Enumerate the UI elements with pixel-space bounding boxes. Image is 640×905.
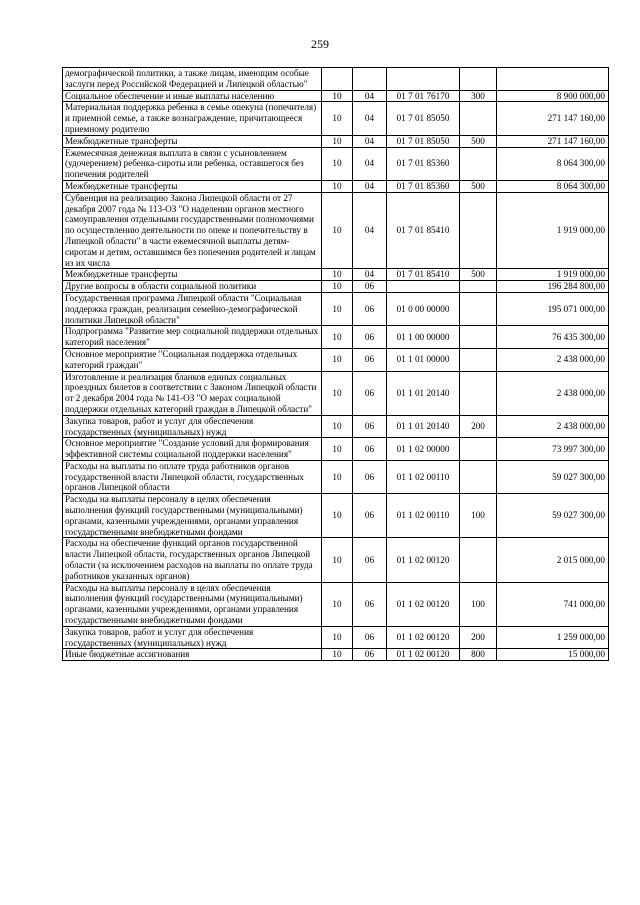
subsection-cell: 06 bbox=[353, 438, 387, 461]
subsection-cell: 06 bbox=[353, 649, 387, 661]
item-name-cell: демографической политики, а также лицам, имеющим особые заслуги перед Российской Федерацией и Липецкой областью" bbox=[63, 68, 322, 91]
amount-cell: 195 071 000,00 bbox=[497, 292, 609, 325]
target-article-cell: 01 1 02 00120 bbox=[387, 626, 460, 649]
table-row bbox=[63, 626, 609, 649]
target-article-cell: 01 7 01 85050 bbox=[387, 135, 460, 147]
section-cell: 10 bbox=[322, 326, 353, 349]
expense-type-cell: 100 bbox=[460, 494, 497, 538]
subsection-cell: 04 bbox=[353, 90, 387, 102]
subsection-cell: 06 bbox=[353, 626, 387, 649]
table-row bbox=[63, 438, 609, 461]
target-article-cell: 01 1 02 00120 bbox=[387, 582, 460, 626]
item-name-cell: Основное мероприятие "Создание условий для формирования эффективной системы социальной поддержки населения" bbox=[63, 438, 322, 461]
subsection-cell bbox=[353, 68, 387, 91]
target-article-cell: 01 1 01 20140 bbox=[387, 415, 460, 438]
table-row bbox=[63, 269, 609, 281]
amount-cell: 2 015 000,00 bbox=[497, 538, 609, 582]
amount-cell: 8 064 300,00 bbox=[497, 147, 609, 180]
table-row bbox=[63, 292, 609, 325]
expense-type-cell bbox=[460, 460, 497, 493]
target-article-cell bbox=[387, 281, 460, 293]
item-name-cell: Ежемесячная денежная выплата в связи с усыновлением (удочерением) ребенка-сироты или ребенка, оставшегося без попечения родителей bbox=[63, 147, 322, 180]
amount-cell: 1 919 000,00 bbox=[497, 269, 609, 281]
expense-type-cell bbox=[460, 102, 497, 135]
section-cell: 10 bbox=[322, 538, 353, 582]
target-article-cell: 01 7 01 85410 bbox=[387, 192, 460, 269]
expense-type-cell bbox=[460, 281, 497, 293]
expense-type-cell: 100 bbox=[460, 582, 497, 626]
item-name-cell: Основное мероприятие "Социальная поддержка отдельных категорий граждан" bbox=[63, 348, 322, 371]
expense-type-cell: 200 bbox=[460, 415, 497, 438]
amount-cell: 2 438 000,00 bbox=[497, 415, 609, 438]
subsection-cell: 04 bbox=[353, 102, 387, 135]
subsection-cell: 06 bbox=[353, 371, 387, 415]
subsection-cell: 04 bbox=[353, 192, 387, 269]
expense-type-cell bbox=[460, 438, 497, 461]
item-name-cell: Межбюджетные трансферты bbox=[63, 180, 322, 192]
table-row bbox=[63, 460, 609, 493]
item-name-cell: Расходы на обеспечение функций органов государственной власти Липецкой области, государственных органов Липецкой области (за исключением расходов на выплаты по оплате труда работников указанных органов) bbox=[63, 538, 322, 582]
item-name-cell: Межбюджетные трансферты bbox=[63, 135, 322, 147]
expense-type-cell: 200 bbox=[460, 626, 497, 649]
subsection-cell: 04 bbox=[353, 180, 387, 192]
section-cell: 10 bbox=[322, 626, 353, 649]
section-cell: 10 bbox=[322, 438, 353, 461]
amount-cell: 76 435 300,00 bbox=[497, 326, 609, 349]
expense-type-cell: 300 bbox=[460, 90, 497, 102]
target-article-cell: 01 1 00 00000 bbox=[387, 326, 460, 349]
section-cell: 10 bbox=[322, 415, 353, 438]
subsection-cell: 06 bbox=[353, 460, 387, 493]
target-article-cell: 01 7 01 85050 bbox=[387, 102, 460, 135]
subsection-cell: 06 bbox=[353, 415, 387, 438]
subsection-cell: 06 bbox=[353, 538, 387, 582]
table-row bbox=[63, 102, 609, 135]
item-name-cell: Межбюджетные трансферты bbox=[63, 269, 322, 281]
section-cell: 10 bbox=[322, 460, 353, 493]
section-cell: 10 bbox=[322, 348, 353, 371]
section-cell bbox=[322, 68, 353, 91]
item-name-cell: Расходы на выплаты персоналу в целях обеспечения выполнения функций государственными (муниципальными) органами, казенными учреждениями, органами управления государственными внебюджетными фондами bbox=[63, 582, 322, 626]
target-article-cell: 01 1 02 00110 bbox=[387, 494, 460, 538]
target-article-cell: 01 7 01 85360 bbox=[387, 180, 460, 192]
amount-cell: 196 284 800,00 bbox=[497, 281, 609, 293]
expense-type-cell: 500 bbox=[460, 135, 497, 147]
subsection-cell: 06 bbox=[353, 281, 387, 293]
amount-cell: 2 438 000,00 bbox=[497, 371, 609, 415]
subsection-cell: 04 bbox=[353, 135, 387, 147]
amount-cell: 271 147 160,00 bbox=[497, 135, 609, 147]
item-name-cell: Государственная программа Липецкой области "Социальная поддержка граждан, реализация семейно-демографической политики Липецкой области" bbox=[63, 292, 322, 325]
section-cell: 10 bbox=[322, 281, 353, 293]
target-article-cell bbox=[387, 68, 460, 91]
amount-cell: 741 000,00 bbox=[497, 582, 609, 626]
table-row bbox=[63, 415, 609, 438]
table-row bbox=[63, 371, 609, 415]
amount-cell: 1 259 000,00 bbox=[497, 626, 609, 649]
amount-cell: 73 997 300,00 bbox=[497, 438, 609, 461]
expense-type-cell bbox=[460, 538, 497, 582]
table-row bbox=[63, 538, 609, 582]
item-name-cell: Субвенция на реализацию Закона Липецкой области от 27 декабря 2007 года № 113-ОЗ "О наделении органов местного самоуправления отдельными государственными полномочиями по осуществлению деятельности по опеке и попечительству в Липецкой области" в части ежемесячной выплаты детям-сиротам и детям, оставшимся без попечения родителей и лицам из их числа bbox=[63, 192, 322, 269]
section-cell: 10 bbox=[322, 269, 353, 281]
target-article-cell: 01 1 01 20140 bbox=[387, 371, 460, 415]
target-article-cell: 01 1 02 00110 bbox=[387, 460, 460, 493]
section-cell: 10 bbox=[322, 180, 353, 192]
subsection-cell: 06 bbox=[353, 326, 387, 349]
section-cell: 10 bbox=[322, 292, 353, 325]
table-row bbox=[63, 649, 609, 661]
section-cell: 10 bbox=[322, 494, 353, 538]
table-row bbox=[63, 90, 609, 102]
amount-cell: 59 027 300,00 bbox=[497, 494, 609, 538]
section-cell: 10 bbox=[322, 192, 353, 269]
expense-type-cell bbox=[460, 326, 497, 349]
expense-type-cell bbox=[460, 371, 497, 415]
target-article-cell: 01 7 01 85410 bbox=[387, 269, 460, 281]
amount-cell bbox=[497, 68, 609, 91]
table-row bbox=[63, 494, 609, 538]
expense-type-cell: 500 bbox=[460, 180, 497, 192]
target-article-cell: 01 1 02 00120 bbox=[387, 538, 460, 582]
page-number: 259 bbox=[311, 37, 329, 51]
item-name-cell: Изготовление и реализация бланков единых социальных проездных билетов в соответствии с Законом Липецкой области от 2 декабря 2004 года № 141-ОЗ "О мерах социальной поддержки отдельных категорий граждан в Липецкой области" bbox=[63, 371, 322, 415]
table-row bbox=[63, 348, 609, 371]
amount-cell: 271 147 160,00 bbox=[497, 102, 609, 135]
section-cell: 10 bbox=[322, 649, 353, 661]
table-row bbox=[63, 192, 609, 269]
amount-cell: 15 000,00 bbox=[497, 649, 609, 661]
target-article-cell: 01 7 01 76170 bbox=[387, 90, 460, 102]
budget-table bbox=[62, 67, 609, 661]
subsection-cell: 06 bbox=[353, 348, 387, 371]
item-name-cell: Социальное обеспечение и иные выплаты населению bbox=[63, 90, 322, 102]
table-row bbox=[63, 326, 609, 349]
table-row bbox=[63, 135, 609, 147]
item-name-cell: Закупка товаров, работ и услуг для обеспечения государственных (муниципальных) нужд bbox=[63, 415, 322, 438]
target-article-cell: 01 1 02 00120 bbox=[387, 649, 460, 661]
expense-type-cell bbox=[460, 68, 497, 91]
budget-table-body bbox=[63, 68, 609, 661]
amount-cell: 59 027 300,00 bbox=[497, 460, 609, 493]
table-row bbox=[63, 68, 609, 91]
subsection-cell: 06 bbox=[353, 292, 387, 325]
amount-cell: 8 064 300,00 bbox=[497, 180, 609, 192]
amount-cell: 1 919 000,00 bbox=[497, 192, 609, 269]
target-article-cell: 01 1 02 00000 bbox=[387, 438, 460, 461]
item-name-cell: Закупка товаров, работ и услуг для обеспечения государственных (муниципальных) нужд bbox=[63, 626, 322, 649]
item-name-cell: Материальная поддержка ребенка в семье опекуна (попечителя) и приемной семье, а также вознаграждение, причитающееся приемному родителю bbox=[63, 102, 322, 135]
expense-type-cell bbox=[460, 147, 497, 180]
amount-cell: 8 900 000,00 bbox=[497, 90, 609, 102]
expense-type-cell bbox=[460, 348, 497, 371]
section-cell: 10 bbox=[322, 135, 353, 147]
expense-type-cell: 500 bbox=[460, 269, 497, 281]
section-cell: 10 bbox=[322, 102, 353, 135]
expense-type-cell: 800 bbox=[460, 649, 497, 661]
target-article-cell: 01 7 01 85360 bbox=[387, 147, 460, 180]
table-row bbox=[63, 147, 609, 180]
table-row bbox=[63, 582, 609, 626]
subsection-cell: 06 bbox=[353, 494, 387, 538]
table-row bbox=[63, 281, 609, 293]
subsection-cell: 06 bbox=[353, 582, 387, 626]
item-name-cell: Расходы на выплаты по оплате труда работников органов государственной власти Липецкой области, государственных органов Липецкой области bbox=[63, 460, 322, 493]
item-name-cell: Подпрограмма "Развитие мер социальной поддержки отдельных категорий населения" bbox=[63, 326, 322, 349]
target-article-cell: 01 1 01 00000 bbox=[387, 348, 460, 371]
target-article-cell: 01 0 00 00000 bbox=[387, 292, 460, 325]
item-name-cell: Другие вопросы в области социальной политики bbox=[63, 281, 322, 293]
section-cell: 10 bbox=[322, 582, 353, 626]
expense-type-cell bbox=[460, 192, 497, 269]
expense-type-cell bbox=[460, 292, 497, 325]
subsection-cell: 04 bbox=[353, 269, 387, 281]
section-cell: 10 bbox=[322, 371, 353, 415]
subsection-cell: 04 bbox=[353, 147, 387, 180]
amount-cell: 2 438 000,00 bbox=[497, 348, 609, 371]
table-row bbox=[63, 180, 609, 192]
item-name-cell: Расходы на выплаты персоналу в целях обеспечения выполнения функций государственными (муниципальными) органами, казенными учреждениями, органами управления государственными внебюджетными фондами bbox=[63, 494, 322, 538]
section-cell: 10 bbox=[322, 147, 353, 180]
item-name-cell: Иные бюджетные ассигнования bbox=[63, 649, 322, 661]
section-cell: 10 bbox=[322, 90, 353, 102]
